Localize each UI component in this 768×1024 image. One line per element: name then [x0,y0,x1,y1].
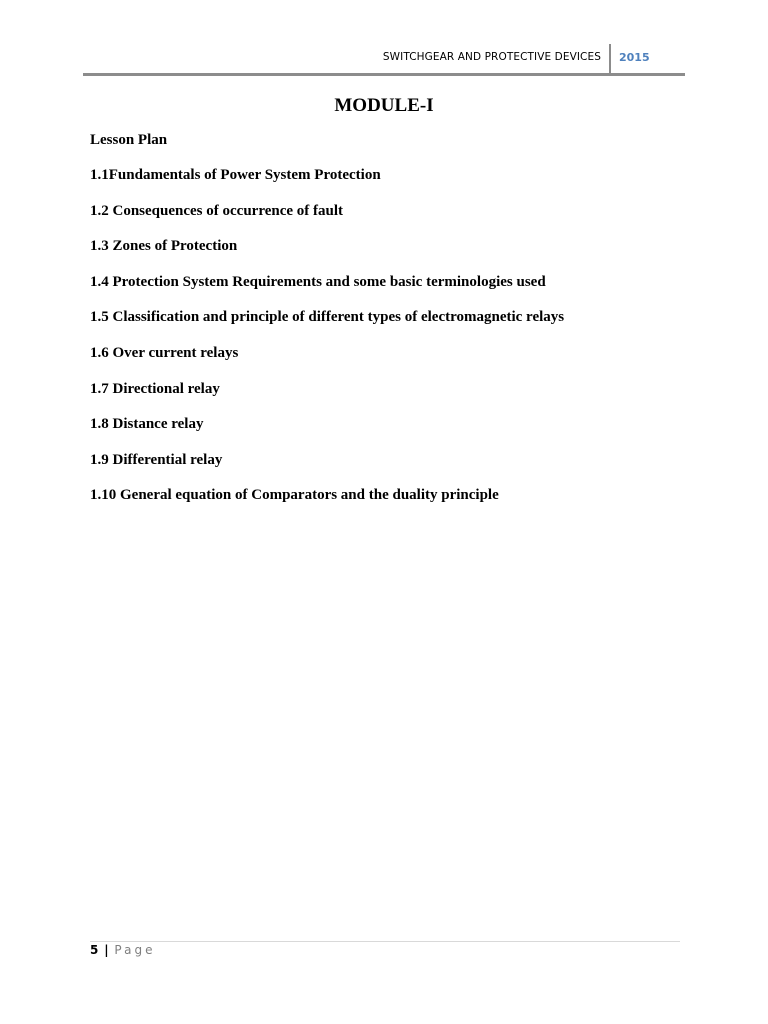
header-separator [609,44,611,74]
footer-rule [90,941,680,942]
page-label: Page [114,943,156,957]
lesson-item: 1.10 General equation of Comparators and the duality principle [90,487,499,504]
page-footer [90,943,155,957]
lesson-item: 1.3 Zones of Protection [90,238,238,255]
lesson-item: 1.5 Classification and principle of different types of electromagnetic relays [90,309,565,326]
page-number: 5 [90,943,99,957]
lesson-item: 1.9 Differential relay [90,451,223,468]
header-rule [83,73,685,76]
lesson-plan-list [90,167,564,523]
lesson-item: 1.4 Protection System Requirements and some basic terminologies used [90,273,546,290]
lesson-item: 1.8 Distance relay [90,416,204,433]
lesson-plan-heading: Lesson Plan [90,132,168,148]
lesson-item: 1.7 Directional relay [90,380,220,397]
module-title: MODULE-I [334,95,434,116]
header-title: SWITCHGEAR AND PROTECTIVE DEVICES [382,51,601,63]
footer-separator: | [104,943,109,957]
lesson-item: 1.2 Consequences of occurrence of fault [90,202,344,219]
header-year: 2015 [619,51,650,64]
lesson-item: 1.1Fundamentals of Power System Protection [90,167,381,183]
page-header [83,44,685,76]
lesson-item: 1.6 Over current relays [90,344,239,361]
